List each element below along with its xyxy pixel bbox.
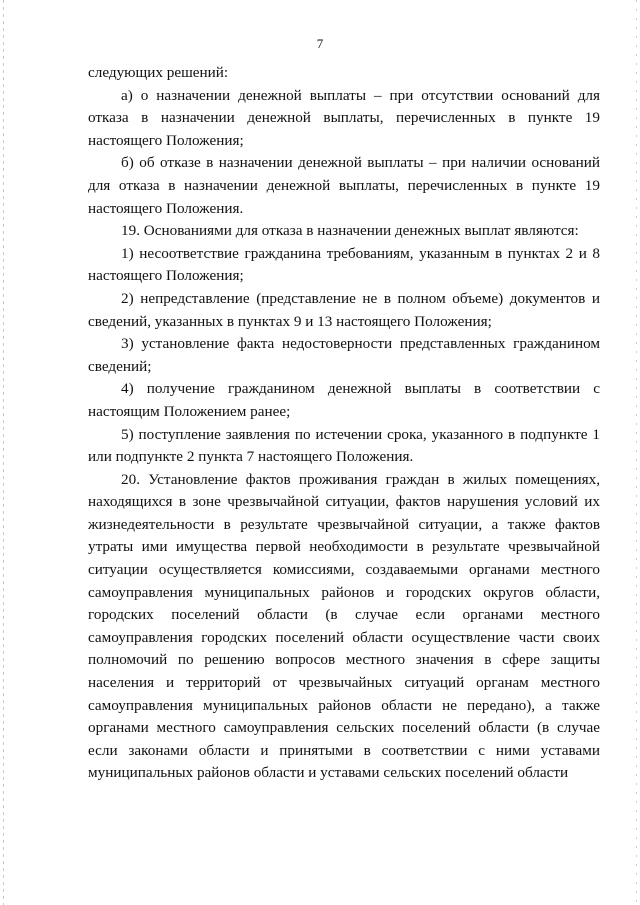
paragraph-item-b: б) об отказе в назначении денежной выплаты – при наличии оснований для отказа в назначении денежной выплаты, перечисленных в пункте 19 настоящего Положения.	[88, 154, 600, 217]
paragraph-item-2: 2) непредставление (представление не в полном объеме) документов и сведений, указанных в пунктах 9 и 13 настоящего Положения;	[88, 289, 600, 330]
page-number: 7	[316, 36, 324, 51]
paragraph-item-4: 4) получение гражданином денежной выплаты в соответствии с настоящим Положением ранее;	[88, 380, 600, 420]
scan-edge-left	[3, 0, 4, 905]
paragraph-section-20: 20. Установление фактов проживания граждан в жилых помещениях, находящихся в зоне чрезвычайной ситуации, фактов нарушения условий их жизнедеятельности в результате чрезвычайной ситуации, а также фактов утраты ими имущества первой необходимости в результате чрезвычайной ситуации осуществляется комиссиями, создаваемыми органами местного самоуправления муниципальных районов и городских округов области, городских поселений области (в случае если органами местного самоуправления городских поселений области осуществление части своих полномочий по решению вопросов местного значения в сфере защиты населения и территорий от чрезвычайных ситуаций органам местного самоуправления муниципальных районов области не передано), а также органами местного самоуправления сельских поселений области (в случае если законами области и принятыми в соответствии с ними уставами муниципальных районов области и уставами сельских поселений области	[88, 470, 600, 782]
paragraph-item-5: 5) поступление заявления по истечении срока, указанного в подпункте 1 или подпункте 2 пункта 7 настоящего Положения.	[88, 425, 600, 466]
paragraph-section-19: 19. Основаниями для отказа в назначении денежных выплат являются:	[121, 222, 579, 240]
document-body	[88, 62, 600, 785]
paragraph-continuation: следующих решений:	[88, 64, 229, 81]
scan-edge-right	[636, 0, 637, 905]
paragraph-item-1: 1) несоответствие гражданина требованиям, указанным в пунктах 2 и 8 настоящего Положения;	[88, 244, 600, 285]
paragraph-item-3: 3) установление факта недостоверности представленных гражданином сведений;	[88, 335, 600, 375]
paragraph-item-a: а) о назначении денежной выплаты – при отсутствии оснований для отказа в назначении денежной выплаты, перечисленных в пункте 19 настоящего Положения;	[88, 86, 600, 149]
